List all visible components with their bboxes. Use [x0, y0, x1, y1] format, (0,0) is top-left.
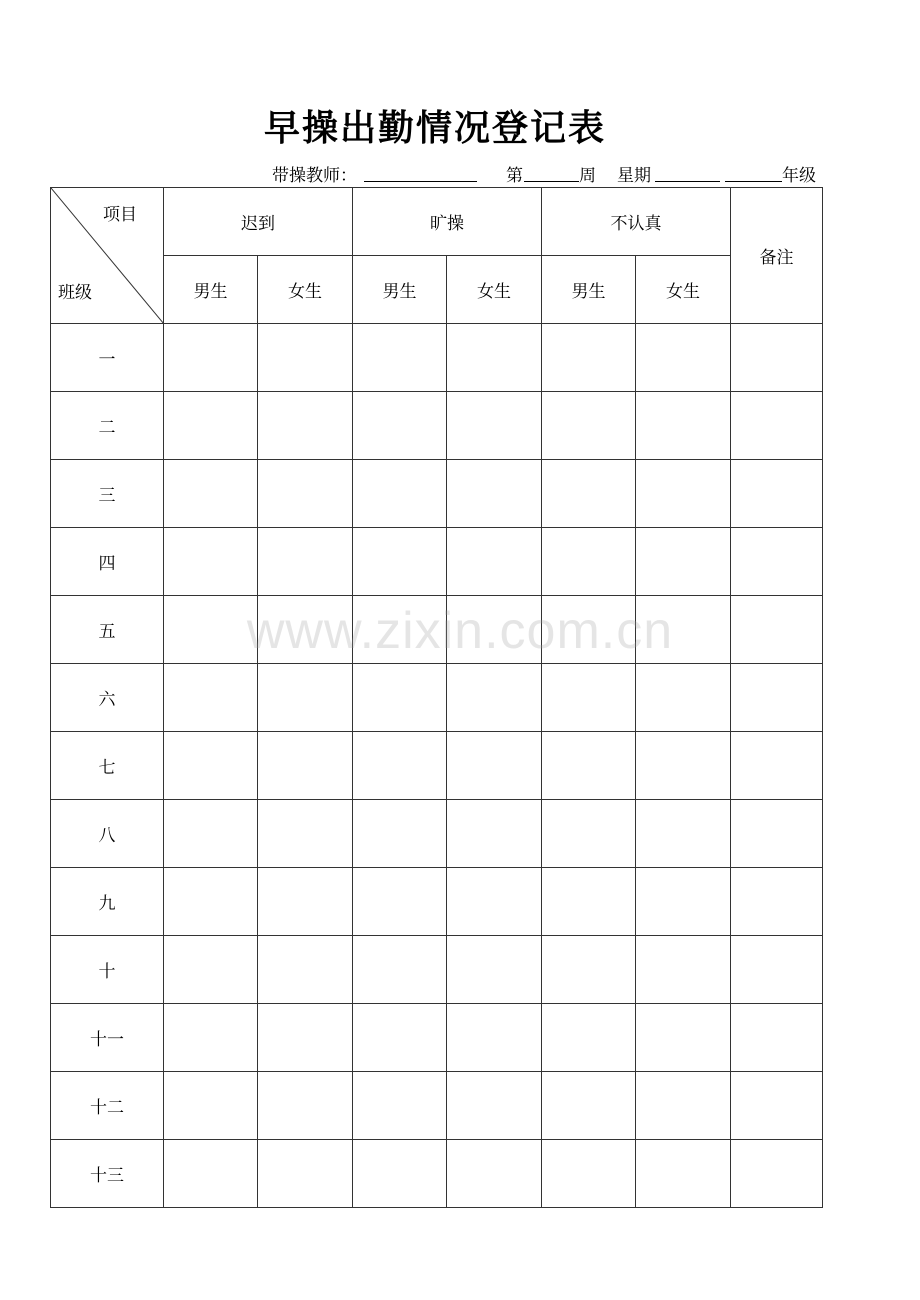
remark-cell[interactable]	[731, 1140, 823, 1208]
grade-label: 年级	[782, 166, 816, 186]
entry-cell[interactable]	[447, 1072, 542, 1140]
entry-cell[interactable]	[636, 392, 731, 460]
remark-cell[interactable]	[731, 596, 823, 664]
table-row	[51, 596, 823, 664]
entry-cell[interactable]	[258, 800, 353, 868]
class-label: 二	[51, 392, 164, 460]
remark-cell[interactable]	[731, 460, 823, 528]
entry-cell[interactable]	[542, 1140, 636, 1208]
entry-cell[interactable]	[353, 1072, 447, 1140]
table-row	[51, 528, 823, 596]
entry-cell[interactable]	[447, 528, 542, 596]
entry-cell[interactable]	[164, 460, 258, 528]
teacher-label: 带操教师：	[272, 166, 357, 186]
class-label: 十二	[51, 1072, 164, 1140]
entry-cell[interactable]	[636, 460, 731, 528]
sub-header-female: 女生	[636, 256, 731, 324]
entry-cell[interactable]	[636, 936, 731, 1004]
entry-cell[interactable]	[636, 664, 731, 732]
entry-cell[interactable]	[447, 460, 542, 528]
entry-cell[interactable]	[353, 1004, 447, 1072]
table-row	[51, 868, 823, 936]
entry-cell[interactable]	[164, 528, 258, 596]
entry-cell[interactable]	[258, 460, 353, 528]
entry-cell[interactable]	[447, 664, 542, 732]
entry-cell[interactable]	[258, 664, 353, 732]
remark-cell[interactable]	[731, 1072, 823, 1140]
entry-cell[interactable]	[542, 800, 636, 868]
entry-cell[interactable]	[447, 1140, 542, 1208]
entry-cell[interactable]	[542, 868, 636, 936]
entry-cell[interactable]	[636, 868, 731, 936]
class-label: 一	[51, 324, 164, 392]
entry-cell[interactable]	[164, 1140, 258, 1208]
class-label: 十三	[51, 1140, 164, 1208]
class-label: 七	[51, 732, 164, 800]
entry-cell[interactable]	[164, 664, 258, 732]
attendance-table	[50, 187, 823, 1208]
corner-header	[51, 188, 164, 324]
entry-cell[interactable]	[447, 800, 542, 868]
sub-header-male: 男生	[542, 256, 636, 324]
week-prefix: 第	[506, 166, 523, 186]
sub-header-female: 女生	[447, 256, 542, 324]
entry-cell[interactable]	[353, 460, 447, 528]
entry-cell[interactable]	[164, 868, 258, 936]
entry-cell[interactable]	[258, 868, 353, 936]
group-header-careless: 不认真	[542, 188, 731, 256]
entry-cell[interactable]	[258, 1072, 353, 1140]
entry-cell[interactable]	[353, 732, 447, 800]
sub-header-male: 男生	[353, 256, 447, 324]
class-label: 十	[51, 936, 164, 1004]
entry-cell[interactable]	[636, 1004, 731, 1072]
entry-cell[interactable]	[164, 596, 258, 664]
entry-cell[interactable]	[353, 392, 447, 460]
entry-cell[interactable]	[447, 324, 542, 392]
entry-cell[interactable]	[353, 596, 447, 664]
grade-blank[interactable]	[725, 161, 782, 182]
remark-cell[interactable]	[731, 392, 823, 460]
entry-cell[interactable]	[353, 868, 447, 936]
entry-cell[interactable]	[353, 528, 447, 596]
corner-class-label: 班级	[58, 283, 92, 303]
group-header-absent: 旷操	[353, 188, 542, 256]
entry-cell[interactable]	[258, 528, 353, 596]
entry-cell[interactable]	[542, 732, 636, 800]
page-title: 早操出勤情况登记表	[263, 107, 606, 149]
entry-cell[interactable]	[542, 936, 636, 1004]
table-row	[51, 1140, 823, 1208]
entry-cell[interactable]	[636, 732, 731, 800]
remark-cell[interactable]	[731, 1004, 823, 1072]
entry-cell[interactable]	[447, 936, 542, 1004]
class-label: 六	[51, 664, 164, 732]
entry-cell[interactable]	[164, 392, 258, 460]
weekday-blank[interactable]	[655, 161, 720, 182]
entry-cell[interactable]	[258, 936, 353, 1004]
group-header-late: 迟到	[164, 188, 353, 256]
corner-item-label: 项目	[103, 205, 137, 225]
entry-cell[interactable]	[542, 1072, 636, 1140]
entry-cell[interactable]	[258, 732, 353, 800]
remark-cell[interactable]	[731, 324, 823, 392]
watermark: www.zixin.com.cn	[246, 602, 674, 660]
entry-cell[interactable]	[542, 528, 636, 596]
entry-cell[interactable]	[258, 1004, 353, 1072]
table-row	[51, 1004, 823, 1072]
entry-cell[interactable]	[542, 324, 636, 392]
class-label: 五	[51, 596, 164, 664]
entry-cell[interactable]	[353, 324, 447, 392]
entry-cell[interactable]	[353, 800, 447, 868]
entry-cell[interactable]	[164, 1004, 258, 1072]
entry-cell[interactable]	[447, 732, 542, 800]
weekday-label: 星期	[617, 166, 651, 186]
table-row	[51, 800, 823, 868]
entry-cell[interactable]	[164, 936, 258, 1004]
entry-cell[interactable]	[636, 528, 731, 596]
entry-cell[interactable]	[542, 460, 636, 528]
entry-cell[interactable]	[353, 664, 447, 732]
entry-cell[interactable]	[353, 936, 447, 1004]
entry-cell[interactable]	[447, 868, 542, 936]
remark-cell[interactable]	[731, 868, 823, 936]
entry-cell[interactable]	[636, 1072, 731, 1140]
table-row	[51, 392, 823, 460]
table-row	[51, 732, 823, 800]
class-label: 三	[51, 460, 164, 528]
class-label: 四	[51, 528, 164, 596]
entry-cell[interactable]	[353, 1140, 447, 1208]
entry-cell[interactable]	[164, 324, 258, 392]
entry-cell[interactable]	[164, 800, 258, 868]
class-label: 九	[51, 868, 164, 936]
class-label: 八	[51, 800, 164, 868]
entry-cell[interactable]	[542, 1004, 636, 1072]
entry-cell[interactable]	[164, 1072, 258, 1140]
entry-cell[interactable]	[636, 596, 731, 664]
entry-cell[interactable]	[542, 392, 636, 460]
remark-cell[interactable]	[731, 732, 823, 800]
week-suffix: 周	[579, 166, 596, 186]
table-row	[51, 1072, 823, 1140]
table-row	[51, 460, 823, 528]
entry-cell[interactable]	[258, 392, 353, 460]
remark-cell[interactable]	[731, 528, 823, 596]
entry-cell[interactable]	[258, 324, 353, 392]
sub-header-female: 女生	[258, 256, 353, 324]
class-label: 十一	[51, 1004, 164, 1072]
remark-cell[interactable]	[731, 936, 823, 1004]
remark-header: 备注	[731, 188, 823, 324]
sub-header-male: 男生	[164, 256, 258, 324]
entry-cell[interactable]	[258, 596, 353, 664]
entry-cell[interactable]	[447, 392, 542, 460]
entry-cell[interactable]	[636, 324, 731, 392]
table-row	[51, 936, 823, 1004]
week-blank[interactable]	[524, 161, 579, 182]
teacher-blank[interactable]	[364, 161, 477, 182]
entry-cell[interactable]	[636, 1140, 731, 1208]
remark-cell[interactable]	[731, 664, 823, 732]
entry-cell[interactable]	[636, 800, 731, 868]
entry-cell[interactable]	[542, 664, 636, 732]
entry-cell[interactable]	[447, 1004, 542, 1072]
remark-cell[interactable]	[731, 800, 823, 868]
entry-cell[interactable]	[258, 1140, 353, 1208]
table-row	[51, 664, 823, 732]
table-row	[51, 324, 823, 392]
entry-cell[interactable]	[164, 732, 258, 800]
entry-cell[interactable]	[542, 596, 636, 664]
entry-cell[interactable]	[447, 596, 542, 664]
